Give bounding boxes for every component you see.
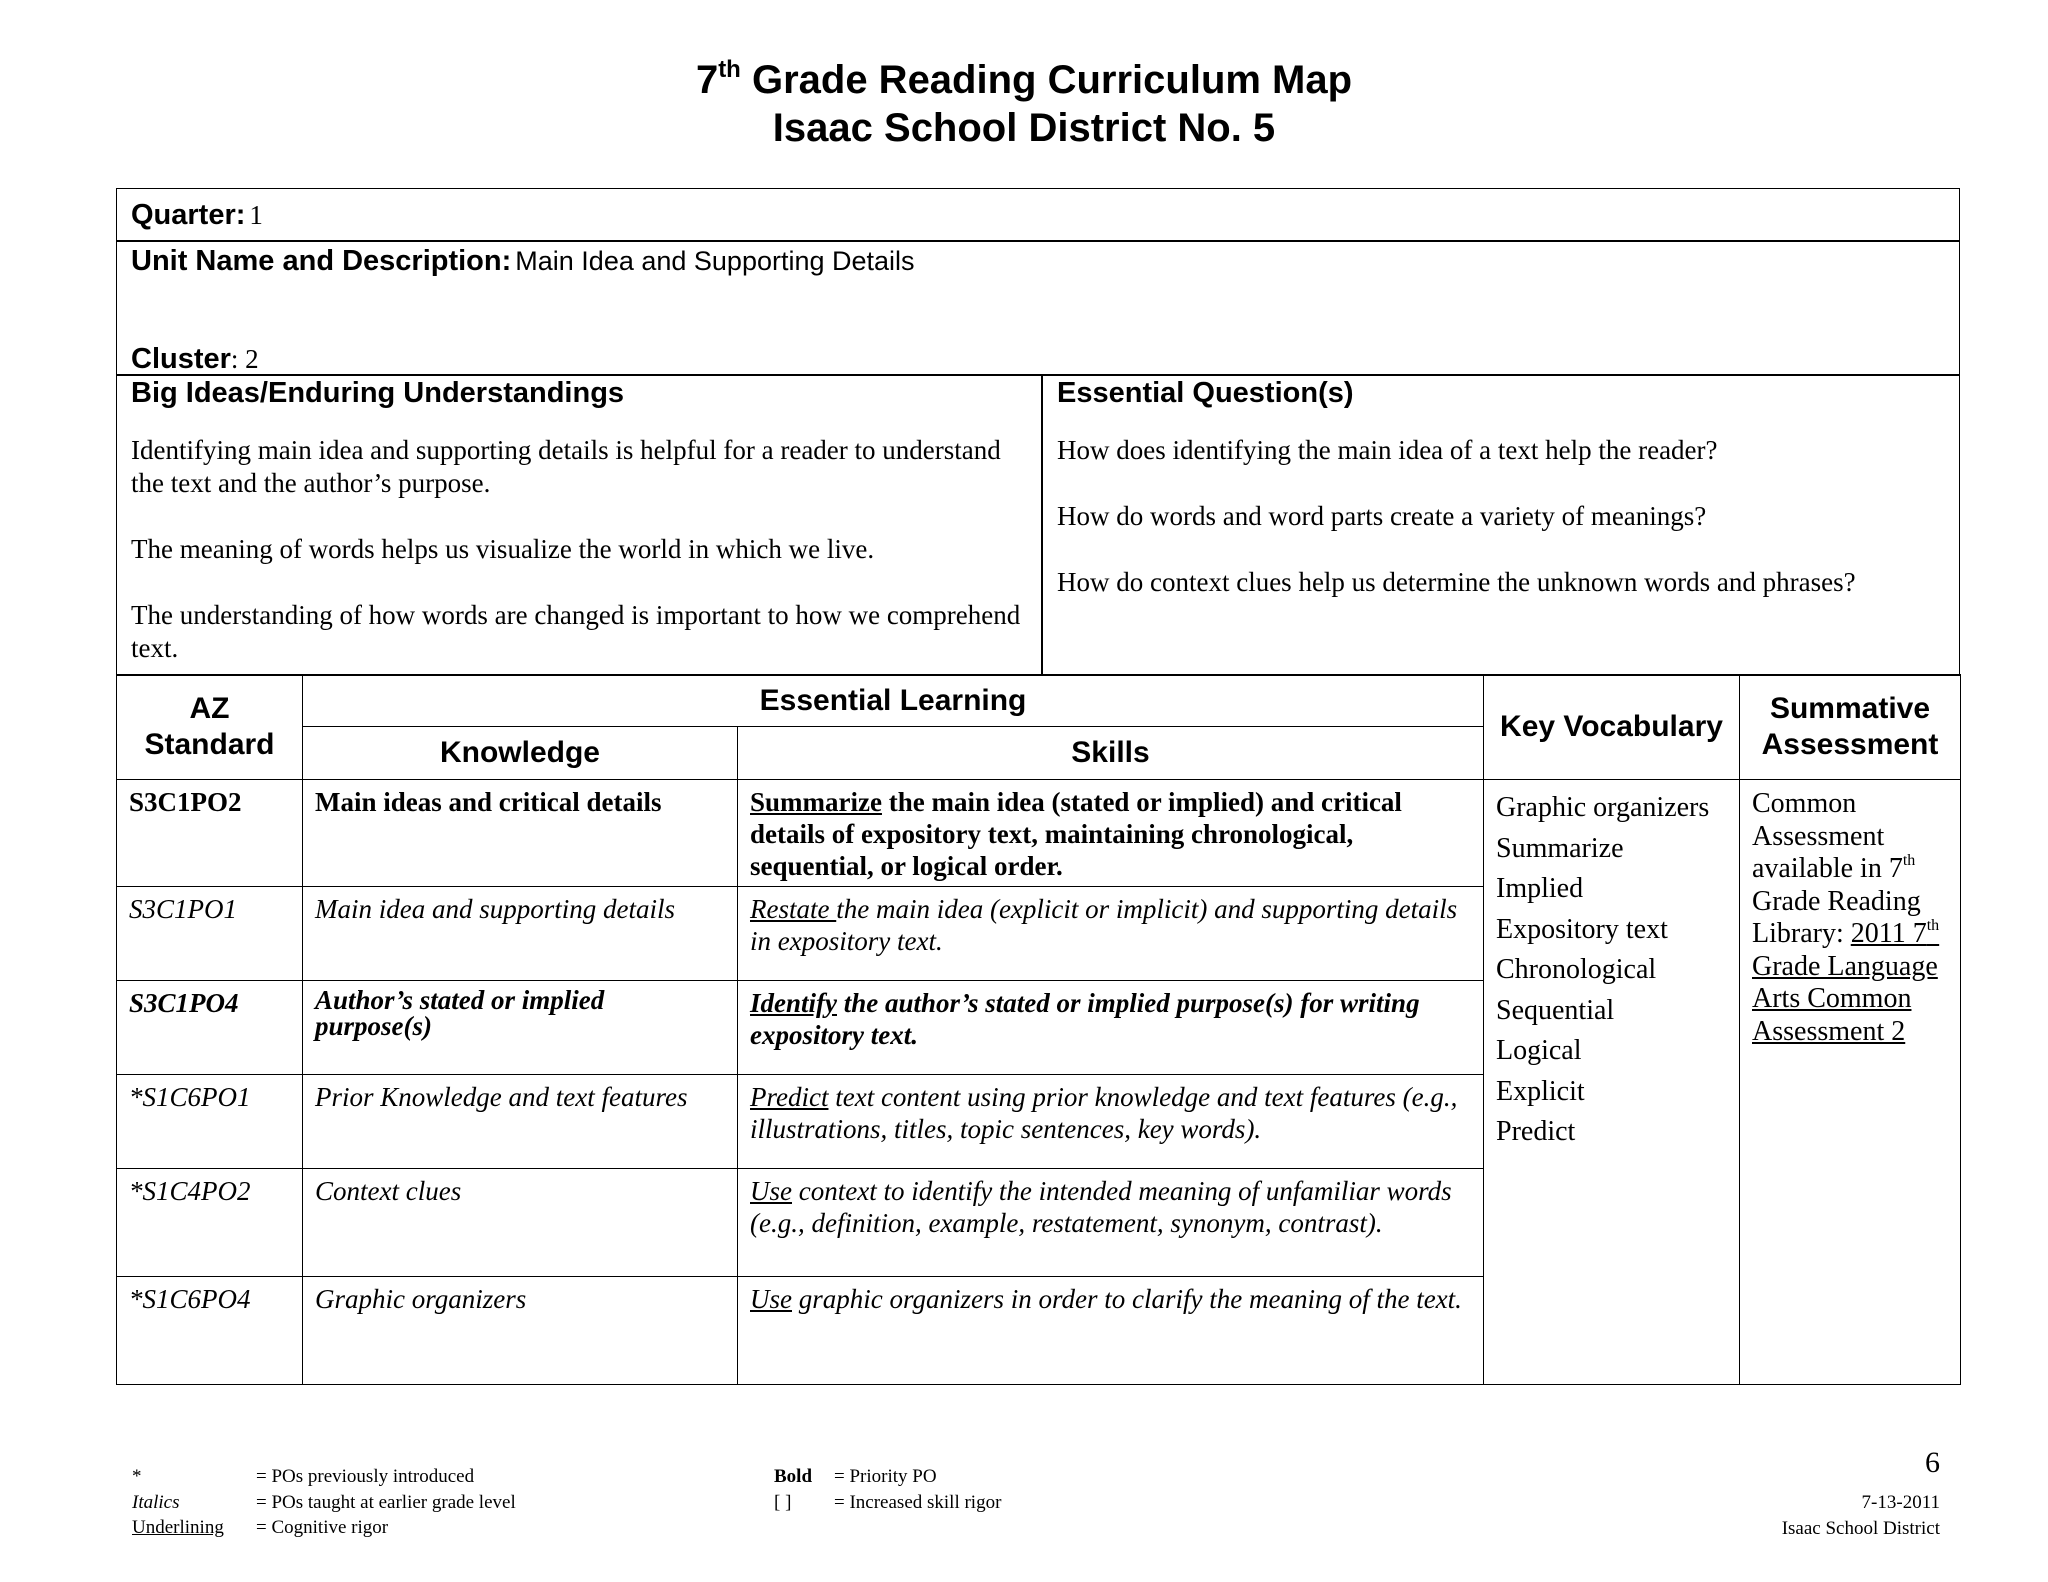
legend-left [132, 1464, 516, 1541]
assessment-link[interactable]: 2011 7th [1850, 917, 1940, 949]
knowledge-cell: Main idea and supporting details [303, 887, 738, 981]
legend-key: * [132, 1466, 142, 1487]
big-idea-paragraph: The meaning of words helps us visualize the world in which we live. [131, 534, 875, 564]
skill-text: the author’s stated or implied purpose(s) for writing expository text. [750, 988, 1420, 1050]
big-ideas-heading: Big Ideas/Enduring Understandings [131, 377, 625, 409]
skill-cell [738, 780, 1484, 887]
vocabulary-term: Predict [1496, 1116, 1576, 1147]
summative-assessment-cell [1740, 780, 1961, 1385]
standard-code: *S1C6PO1 [117, 1075, 303, 1169]
vocabulary-term: Explicit [1496, 1075, 1585, 1107]
standard-code: S3C1PO1 [117, 887, 303, 981]
essential-learning-header: Essential Learning [303, 675, 1484, 727]
skill-verb: Use [750, 1176, 792, 1206]
key-vocabulary-header: Key Vocabulary [1484, 675, 1740, 780]
skill-text: the main idea (explicit or implicit) and supporting details in expository text. [750, 894, 1458, 956]
skill-cell [738, 981, 1484, 1075]
big-idea-paragraph: The understanding of how words are changed is important to how we comprehend text. [131, 600, 1021, 663]
vocabulary-term: Chronological [1496, 954, 1657, 985]
big-idea-paragraph: Identifying main idea and supporting details is helpful for a reader to understand the text and the author’s purpose. [131, 435, 1001, 498]
essential-question: How do words and word parts create a variety of meanings? [1057, 501, 1707, 531]
standard-code: S3C1PO4 [117, 981, 303, 1075]
essential-question: How does identifying the main idea of a text help the reader? [1057, 435, 1718, 465]
skills-header: Skills [738, 727, 1484, 780]
page-subtitle: Isaac School District No. 5 [772, 106, 1276, 150]
big-ideas-cell [131, 377, 1021, 698]
skill-verb: Use [750, 1284, 792, 1314]
legend-desc: = Priority PO [834, 1466, 937, 1487]
cluster-label: Cluster [131, 343, 231, 375]
legend-middle [774, 1464, 1001, 1515]
summative-line: Assessment [1752, 820, 1885, 852]
skill-verb: Summarize [750, 787, 882, 817]
skill-cell [738, 1277, 1484, 1385]
assessment-link[interactable]: Arts Common [1752, 983, 1912, 1014]
legend-desc: = Increased skill rigor [834, 1491, 1002, 1513]
vocabulary-term: Sequential [1496, 994, 1615, 1026]
standard-code: S3C1PO2 [117, 780, 303, 887]
vocabulary-term: Logical [1496, 1035, 1582, 1066]
skill-text: the main idea (stated or implied) and critical details of expository text, maintaining chronological, sequential, or logical order. [750, 787, 1402, 881]
vocabulary-term: Summarize [1496, 832, 1624, 864]
quarter-label: Quarter: [131, 199, 246, 231]
essential-questions-cell [1057, 377, 1947, 632]
legend-key: Bold [774, 1466, 813, 1487]
footer-district: Isaac School District [1781, 1517, 1940, 1539]
cluster-value: : 2 [230, 344, 259, 374]
unit-name-value: Main Idea and Supporting Details [515, 246, 915, 276]
skill-text: text content using prior knowledge and text features (e.g., illustrations, titles, topic sentences, key words). [750, 1082, 1458, 1144]
assessment-link[interactable]: Grade Language [1752, 950, 1938, 982]
unit-row [116, 240, 1960, 376]
essential-questions-heading: Essential Question(s) [1057, 377, 1354, 409]
page-number: 6 [1925, 1446, 1940, 1479]
legend-key: [ ] [774, 1491, 792, 1513]
knowledge-cell: Author’s stated or implied purpose(s) [303, 981, 738, 1075]
summative-line: available in 7th [1752, 852, 1916, 884]
table-row [117, 780, 1961, 887]
key-vocabulary-cell [1484, 780, 1740, 1385]
assessment-link[interactable]: Assessment 2 [1752, 1015, 1906, 1047]
az-standard-header: AZ Standard [117, 675, 303, 780]
unit-name-label: Unit Name and Description: [131, 245, 512, 277]
skill-cell [738, 887, 1484, 981]
legend-key: Italics [132, 1491, 180, 1513]
legend-desc: = POs taught at earlier grade level [256, 1491, 516, 1513]
knowledge-header: Knowledge [303, 727, 738, 780]
vocabulary-term: Expository text [1496, 913, 1668, 945]
page-title: 7th Grade Reading Curriculum Map [695, 56, 1353, 102]
big-ideas-row [116, 374, 1960, 676]
curriculum-table [116, 674, 1961, 1385]
legend-desc: = Cognitive rigor [256, 1517, 389, 1538]
quarter-value: 1 [249, 200, 263, 230]
skill-text: context to identify the intended meaning of unfamiliar words (e.g., definition, example, restatement, synonym, contrast). [750, 1176, 1452, 1238]
column-divider [1041, 375, 1043, 675]
legend-desc: = POs previously introduced [256, 1466, 475, 1487]
quarter-row [116, 188, 1960, 242]
skill-text: graphic organizers in order to clarify the meaning of the text. [792, 1284, 1462, 1314]
summative-line: Common [1752, 788, 1857, 819]
footer-date: 7-13-2011 [1861, 1492, 1940, 1513]
knowledge-cell: Main ideas and critical details [303, 780, 738, 887]
standard-code: *S1C6PO4 [117, 1277, 303, 1385]
skill-verb: Identify [750, 988, 837, 1018]
knowledge-cell: Graphic organizers [303, 1277, 738, 1385]
legend-key: Underlining [132, 1517, 224, 1538]
vocabulary-term: Graphic organizers [1496, 792, 1710, 823]
summative-line: Library: 2011 7th [1752, 917, 1940, 949]
skill-cell [738, 1075, 1484, 1169]
skill-verb: Restate [750, 894, 837, 924]
knowledge-cell: Prior Knowledge and text features [303, 1075, 738, 1169]
essential-question: How do context clues help us determine the unknown words and phrases? [1057, 567, 1856, 597]
skill-cell [738, 1169, 1484, 1277]
footer-right [1782, 1490, 1940, 1541]
knowledge-cell: Context clues [303, 1169, 738, 1277]
vocabulary-term: Implied [1496, 873, 1584, 904]
skill-verb: Predict [750, 1082, 829, 1112]
standard-code: *S1C4PO2 [117, 1169, 303, 1277]
summative-line: Grade Reading [1752, 885, 1921, 917]
summative-assessment-header: Summative Assessment [1740, 675, 1961, 780]
